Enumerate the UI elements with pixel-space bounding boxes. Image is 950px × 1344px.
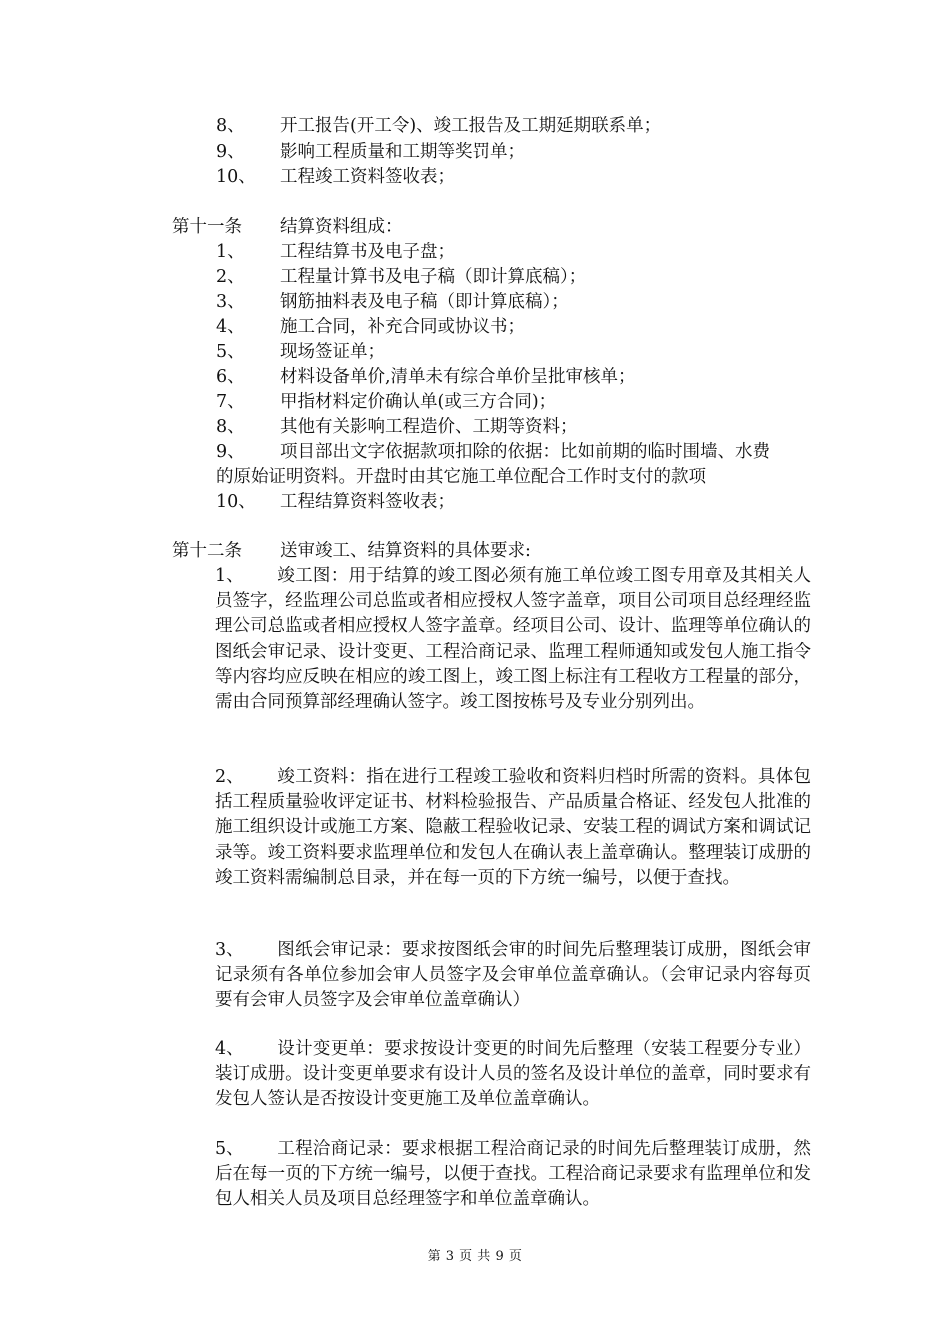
item-number: 3、 (216, 292, 245, 312)
requirement-paragraph (215, 1037, 811, 1113)
item-text: 现场签证单； (280, 342, 385, 362)
item-number: 4、 (216, 317, 245, 337)
paragraph-number: 3、 (215, 940, 244, 960)
item-number: 9、 (216, 442, 245, 462)
item-number: 10、 (216, 167, 256, 187)
paragraph-number: 1、 (215, 566, 244, 586)
paragraph-number: 2、 (215, 767, 244, 787)
item-number: 1、 (216, 242, 245, 262)
item-text: 开工报告(开工令)、竣工报告及工期延期联系单； (280, 116, 662, 136)
paragraph-text: 竣工图：用于结算的竣工图必须有施工单位竣工图专用章及其相关人员签字，经监理公司总监或者相应授权人签字盖章，项目公司项目总经理经监理公司总监或者相应授权人签字盖章。经项目公司、设计、监理等单位确认的图纸会审记录、设计变更、工程洽商记录、监理工程师通知或发包人施工指令等内容均应反映在相应的竣工图上，竣工图上标注有工程收方工程量的部分，需由合同预算部经理确认签字。竣工图按栋号及专业分别列出。 (215, 566, 811, 713)
item-text: 工程竣工资料签收表； (280, 167, 455, 187)
item-number: 9、 (216, 142, 245, 162)
article-number: 第十一条 (172, 217, 242, 237)
requirement-paragraph (215, 765, 811, 891)
item-text: 甲指材料定价确认单(或三方合同)； (280, 392, 557, 412)
requirement-paragraph (215, 564, 811, 715)
item-text: 影响工程质量和工期等奖罚单； (280, 142, 525, 162)
item-number: 8、 (216, 116, 245, 136)
item-text: 钢筋抽料表及电子稿（即计算底稿）； (280, 292, 569, 312)
item-text: 其他有关影响工程造价、工期等资料； (280, 417, 578, 437)
item-number: 6、 (216, 367, 245, 387)
paragraph-text: 图纸会审记录：要求按图纸会审的时间先后整理装订成册，图纸会审记录须有各单位参加会审人员签字及会审单位盖章确认。（会审记录内容每页要有会审人员签字及会审单位盖章确认） (215, 940, 811, 1011)
item-number: 7、 (216, 392, 245, 412)
item-number: 2、 (216, 267, 245, 287)
item-text: 工程量计算书及电子稿（即计算底稿）； (280, 267, 587, 287)
article-number: 第十二条 (172, 541, 242, 561)
paragraph-number: 4、 (215, 1039, 244, 1059)
item-number: 8、 (216, 417, 245, 437)
item-text: 工程结算资料签收表； (280, 492, 455, 512)
requirement-paragraph (215, 938, 811, 1014)
item-text: 项目部出文字依据款项扣除的依据：比如前期的临时围墙、水费 (280, 442, 770, 462)
paragraph-text: 工程洽商记录：要求根据工程洽商记录的时间先后整理装订成册，然后在每一页的下方统一编号，以便于查找。工程洽商记录要求有监理单位和发包人相关人员及项目总经理签字和单位盖章确认。 (215, 1139, 811, 1210)
item-text: 工程结算书及电子盘； (280, 242, 455, 262)
paragraph-text: 竣工资料：指在进行工程竣工验收和资料归档时所需的资料。具体包括工程质量验收评定证书、材料检验报告、产品质量合格证、经发包人批准的施工组织设计或施工方案、隐蔽工程验收记录、安装工程的调试方案和调试记录等。竣工资料要求监理单位和发包人在确认表上盖章确认。整理装订成册的竣工资料需编制总目录，并在每一页的下方统一编号，以便于查找。 (215, 767, 811, 888)
item-number: 10、 (216, 492, 256, 512)
page-footer: 第 3 页 共 9 页 (427, 1249, 523, 1264)
item-text-continuation: 的原始证明资料。开盘时由其它施工单位配合工作时支付的款项 (216, 467, 706, 487)
item-text: 材料设备单价,清单未有综合单价呈批审核单； (280, 367, 636, 387)
article-title: 送审竣工、结算资料的具体要求: (280, 541, 531, 561)
requirement-paragraph (215, 1137, 811, 1213)
paragraph-text: 设计变更单：要求按设计变更的时间先后整理（安装工程要分专业）装订成册。设计变更单要求有设计人员的签名及设计单位的盖章，同时要求有发包人签认是否按设计变更施工及单位盖章确认。 (215, 1039, 811, 1110)
article-title: 结算资料组成： (280, 217, 403, 237)
item-number: 5、 (216, 342, 245, 362)
item-text: 施工合同，补充合同或协议书； (280, 317, 525, 337)
paragraph-number: 5、 (215, 1139, 244, 1159)
